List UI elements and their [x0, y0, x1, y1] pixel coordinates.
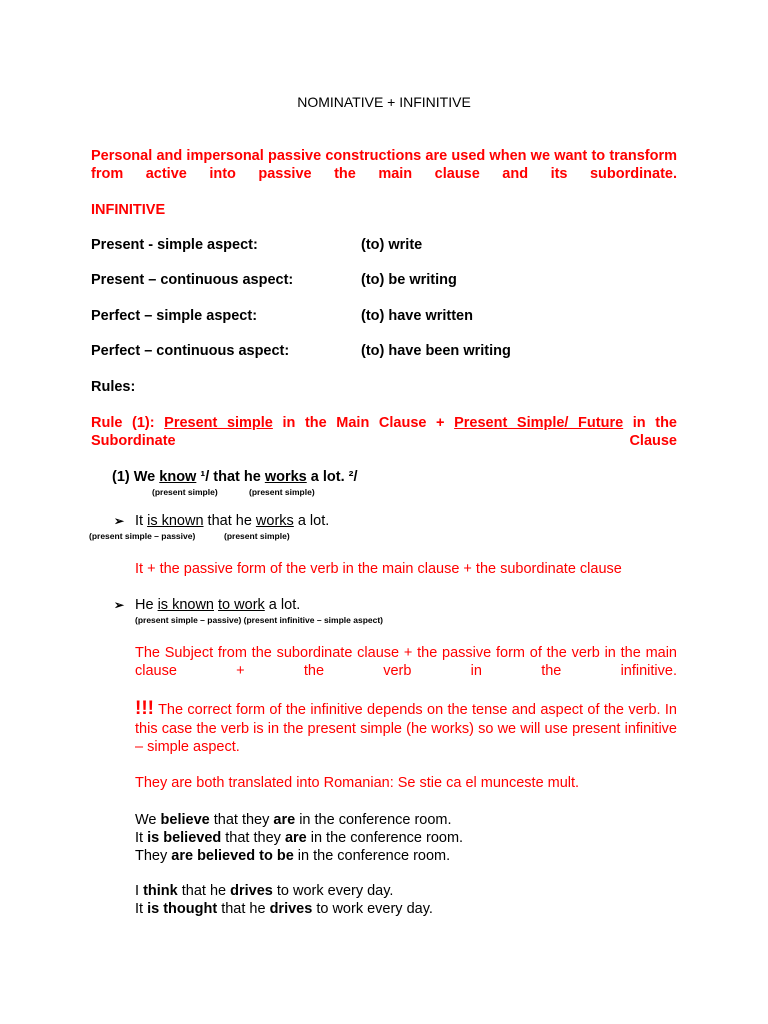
warning-text: The correct form of the infinitive depends on the tense and aspect of the verb. In this case the verb is in the present simple (he works) so we will use present infinitive – simple aspect. — [135, 702, 677, 755]
infinitive-row-label: Perfect – simple aspect: — [91, 308, 258, 324]
example-text: (1) We — [112, 469, 160, 485]
example-1 — [112, 469, 358, 485]
example-text: ¹/ that he — [196, 469, 265, 485]
translation-note: They are both translated into Romanian: Se stie ca el munceste mult. — [135, 775, 580, 791]
example-text: We — [135, 812, 161, 828]
warning-mark: !!! — [135, 698, 154, 719]
rule-1-term-main: Present simple — [164, 415, 273, 431]
example-text: that he — [203, 513, 256, 529]
intro-paragraph: Personal and impersonal passive constructions are used when we want to transform from active into passive the main clause and its subordinate. — [91, 148, 677, 182]
think-examples — [135, 882, 433, 918]
example-verb: drives — [230, 883, 273, 899]
rule-1-suffix: in the Subordinate Clause — [91, 415, 677, 449]
rules-label: Rules: — [91, 379, 136, 395]
bullet-arrow-icon: ➢ — [114, 514, 125, 528]
rule-1 — [91, 414, 677, 450]
example-line — [135, 811, 463, 829]
example-line — [135, 882, 433, 900]
infinitive-heading: INFINITIVE — [91, 202, 166, 218]
example-text: It — [135, 513, 148, 529]
example-verb: are — [273, 812, 296, 828]
bullet-1 — [135, 513, 329, 529]
example-verb: believe — [160, 812, 210, 828]
believe-examples — [135, 811, 463, 865]
example-text: a lot. — [293, 513, 330, 529]
example-text: It — [135, 901, 148, 917]
example-verb: works — [255, 513, 294, 529]
warning-paragraph — [135, 700, 677, 757]
example-verb: works — [264, 469, 307, 485]
example-verb: to work — [218, 597, 265, 613]
bullet-1-note: (present simple) — [224, 531, 290, 541]
example-text: I — [135, 883, 144, 899]
bullet-arrow-icon: ➢ — [114, 598, 125, 612]
example-verb: think — [143, 883, 178, 899]
example-text: They — [135, 848, 172, 864]
example-verb: is known — [157, 597, 214, 613]
example-text: in the conference room. — [293, 848, 451, 864]
rule-1-prefix: Rule (1): — [91, 415, 165, 431]
infinitive-row-value: (to) write — [361, 237, 423, 253]
example-verb: drives — [269, 901, 313, 917]
example-text: It — [135, 830, 148, 846]
example-text: that they — [221, 830, 285, 846]
infinitive-row-label: Present - simple aspect: — [91, 237, 258, 253]
rule-1-term-sub: Present Simple/ Future — [454, 415, 624, 431]
example-text: that they — [209, 812, 274, 828]
infinitive-row-label: Perfect – continuous aspect: — [91, 343, 290, 359]
bullet-2-note: (present simple – passive) (present infinitive – simple aspect) — [135, 615, 384, 625]
rule-1-mid: in the Main Clause + — [272, 415, 455, 431]
example-verb: are believed to be — [171, 848, 294, 864]
example-1-note: (present simple) — [249, 487, 315, 497]
example-line — [135, 829, 463, 847]
example-verb: is believed — [147, 830, 222, 846]
example-text: He — [135, 597, 158, 613]
example-text: in the conference room. — [295, 812, 452, 828]
example-1-note: (present simple) — [152, 487, 218, 497]
formula-1: It + the passive form of the verb in the main clause + the subordinate clause — [135, 561, 622, 577]
example-text: a lot. — [264, 597, 301, 613]
infinitive-row-value: (to) have been writing — [361, 343, 511, 359]
infinitive-row-value: (to) have written — [361, 308, 473, 324]
example-verb: is known — [147, 513, 204, 529]
example-verb: are — [284, 830, 307, 846]
example-verb: know — [159, 469, 197, 485]
infinitive-row-label: Present – continuous aspect: — [91, 272, 294, 288]
page-title: NOMINATIVE + INFINITIVE — [297, 94, 471, 110]
example-text: to work every day. — [312, 901, 433, 917]
example-line — [135, 900, 433, 918]
bullet-2 — [135, 597, 300, 613]
bullet-1-note: (present simple – passive) — [89, 531, 196, 541]
example-verb: is thought — [147, 901, 218, 917]
example-text: that he — [217, 901, 270, 917]
formula-2: The Subject from the subordinate clause + the passive form of the verb in the main clause + the verb in the infinitive. — [135, 645, 677, 679]
infinitive-row-value: (to) be writing — [361, 272, 457, 288]
example-text: to work every day. — [272, 883, 394, 899]
example-text: a lot. ²/ — [306, 469, 358, 485]
example-text: that he — [177, 883, 231, 899]
example-line — [135, 847, 463, 865]
example-text: in the conference room. — [306, 830, 464, 846]
